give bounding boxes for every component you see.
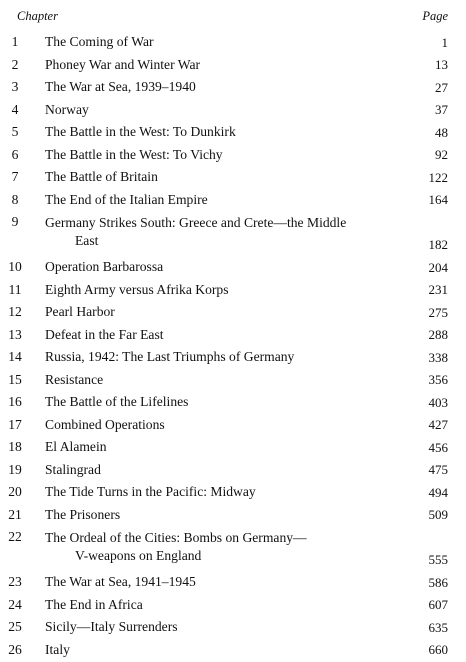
chapter-number: 21 xyxy=(8,506,22,522)
page-number: 37 xyxy=(435,102,448,117)
chapter-title: El Alamein xyxy=(45,439,107,454)
chapter-number: 18 xyxy=(8,439,22,454)
page-number: 586 xyxy=(428,574,448,590)
chapter-title: Stalingrad xyxy=(45,461,101,477)
page-number: 475 xyxy=(428,462,448,477)
toc-entry xyxy=(0,346,466,369)
toc-entry xyxy=(0,279,466,302)
page-number: 356 xyxy=(428,372,448,387)
page-number: 338 xyxy=(428,349,448,365)
page-number: 1 xyxy=(441,34,448,50)
chapter-number: 8 xyxy=(11,191,19,207)
toc-entry xyxy=(0,459,466,482)
chapter-number: 23 xyxy=(8,574,22,589)
chapter-title: Pearl Harbor xyxy=(45,304,115,319)
chapter-title xyxy=(45,214,410,250)
toc-entry xyxy=(0,504,466,527)
chapter-number: 12 xyxy=(8,304,22,319)
toc-entry xyxy=(0,301,466,324)
chapter-number: 10 xyxy=(8,259,22,274)
chapter-number: 16 xyxy=(8,394,22,409)
chapter-title: Phoney War and Winter War xyxy=(45,56,201,72)
chapter-number: 3 xyxy=(11,79,19,94)
page-number: 403 xyxy=(428,394,448,410)
chapter-title: Norway xyxy=(45,101,89,117)
toc-entry xyxy=(0,391,466,414)
toc-entry xyxy=(0,211,466,256)
chapter-title-line-2: East xyxy=(75,233,99,248)
toc-entry xyxy=(0,76,466,99)
toc-entry xyxy=(0,121,466,144)
chapter-title: The End of the Italian Empire xyxy=(45,191,208,207)
chapter-title-line-1: Germany Strikes South: Greece and Crete—the Middle xyxy=(45,215,347,230)
chapter-column-header: Chapter xyxy=(17,9,58,23)
page-number: 275 xyxy=(428,304,448,320)
chapter-title: Operation Barbarossa xyxy=(45,259,164,274)
page-number: 607 xyxy=(428,597,448,612)
chapter-title xyxy=(45,529,410,565)
page-number: 635 xyxy=(428,619,448,635)
chapter-title-line-1: The Ordeal of the Cities: Bombs on Germany— xyxy=(45,530,307,545)
chapter-title: The End in Africa xyxy=(45,596,143,612)
chapter-title: Combined Operations xyxy=(45,416,165,432)
page-number: 555 xyxy=(428,552,448,567)
chapter-number: 4 xyxy=(11,101,19,117)
chapter-title: Eighth Army versus Afrika Korps xyxy=(45,281,229,297)
toc-entry xyxy=(0,481,466,504)
chapter-title: The Prisoners xyxy=(45,506,121,522)
page-number: 13 xyxy=(435,57,448,72)
chapter-number: 2 xyxy=(11,56,19,72)
chapter-number: 26 xyxy=(8,641,22,657)
chapter-title: The Battle of Britain xyxy=(45,169,158,184)
chapter-title: The Coming of War xyxy=(45,34,154,49)
chapter-number: 25 xyxy=(8,619,22,634)
chapter-number: 11 xyxy=(8,281,22,297)
toc-entry xyxy=(0,189,466,212)
toc-entry xyxy=(0,594,466,617)
chapter-title: The Battle in the West: To Vichy xyxy=(45,146,223,162)
toc-entry xyxy=(0,571,466,594)
chapter-title: Sicily—Italy Surrenders xyxy=(45,619,178,634)
chapter-title: The War at Sea, 1939–1940 xyxy=(45,79,196,94)
page-number: 427 xyxy=(428,417,448,432)
page-column-header: Page xyxy=(422,9,448,23)
page-number: 288 xyxy=(428,327,448,342)
page-number: 48 xyxy=(435,124,448,140)
page-number: 509 xyxy=(428,507,448,522)
page-number: 182 xyxy=(428,237,448,252)
chapter-number: 9 xyxy=(11,214,19,229)
toc-entry xyxy=(0,639,466,662)
page-number: 27 xyxy=(435,79,448,95)
toc-entry xyxy=(0,99,466,122)
table-of-contents xyxy=(0,31,466,661)
chapter-number: 1 xyxy=(11,34,19,49)
chapter-number: 5 xyxy=(11,124,19,139)
page-number: 494 xyxy=(428,484,448,500)
chapter-number: 14 xyxy=(8,349,22,364)
chapter-title: The Battle of the Lifelines xyxy=(45,394,189,409)
chapter-title: The Battle in the West: To Dunkirk xyxy=(45,124,236,139)
page-number: 660 xyxy=(428,642,448,657)
toc-entry xyxy=(0,54,466,77)
page-number: 204 xyxy=(428,259,448,275)
toc-entry xyxy=(0,616,466,639)
chapter-title: The Tide Turns in the Pacific: Midway xyxy=(45,484,256,499)
toc-entry xyxy=(0,166,466,189)
chapter-number: 19 xyxy=(8,461,22,477)
toc-entry xyxy=(0,144,466,167)
chapter-number: 20 xyxy=(8,484,22,499)
chapter-title-line-2: V-weapons on England xyxy=(75,548,202,563)
chapter-title: Resistance xyxy=(45,371,104,387)
chapter-title: Italy xyxy=(45,641,70,657)
toc-entry xyxy=(0,414,466,437)
chapter-number: 7 xyxy=(11,169,19,184)
chapter-title: Defeat in the Far East xyxy=(45,326,164,342)
toc-entry xyxy=(0,324,466,347)
toc-entry xyxy=(0,256,466,279)
toc-entry xyxy=(0,369,466,392)
page-number: 456 xyxy=(428,439,448,455)
chapter-title: Russia, 1942: The Last Triumphs of Germany xyxy=(45,349,295,364)
page-number: 231 xyxy=(428,282,448,297)
chapter-number: 6 xyxy=(11,146,19,162)
chapter-number: 24 xyxy=(8,596,22,612)
chapter-title: The War at Sea, 1941–1945 xyxy=(45,574,196,589)
chapter-number: 17 xyxy=(8,416,22,432)
page-number: 92 xyxy=(435,147,448,162)
toc-entry xyxy=(0,436,466,459)
page-number: 122 xyxy=(428,169,448,185)
toc-entry xyxy=(0,526,466,571)
chapter-number: 15 xyxy=(8,371,22,387)
chapter-number: 22 xyxy=(8,529,22,544)
chapter-number: 13 xyxy=(8,326,22,342)
page-number: 164 xyxy=(428,192,448,207)
toc-entry xyxy=(0,31,466,54)
